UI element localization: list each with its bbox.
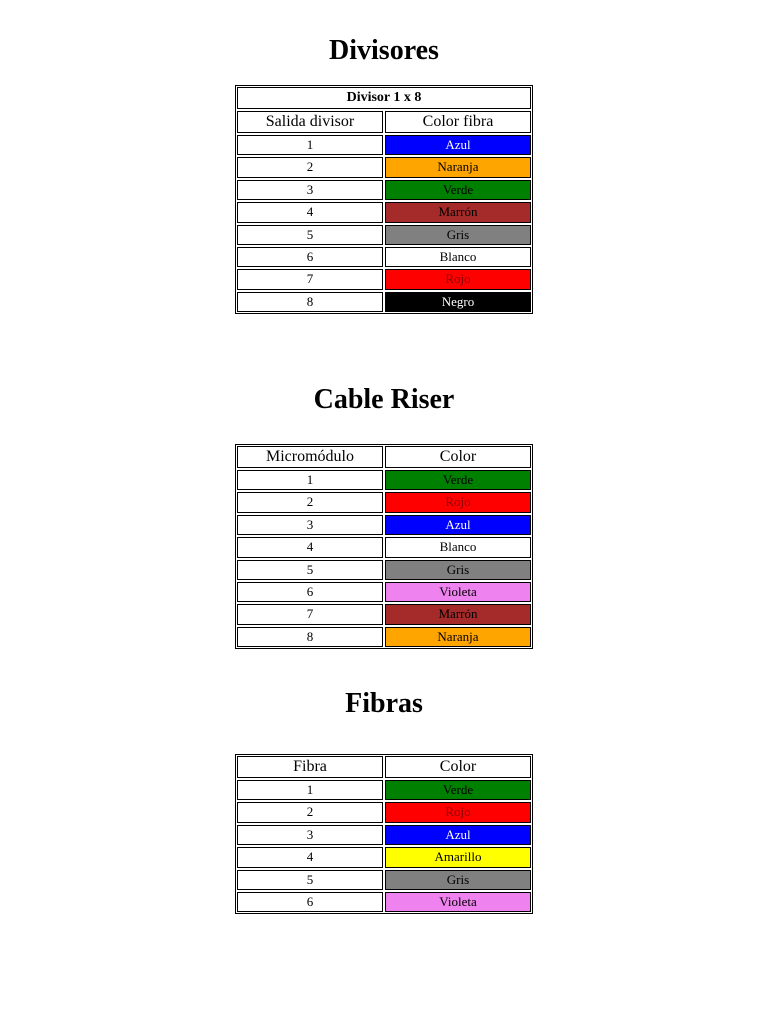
column-header-micromodule: Micromódulo <box>237 446 383 468</box>
table-row <box>237 247 531 267</box>
table-caption-row <box>237 87 531 109</box>
column-header-color: Color <box>385 446 531 468</box>
table-row <box>237 604 531 624</box>
number-cell: 2 <box>237 802 383 822</box>
color-cell: Gris <box>385 225 531 245</box>
number-cell: 4 <box>237 847 383 867</box>
table-row <box>237 802 531 822</box>
number-cell: 6 <box>237 247 383 267</box>
number-cell: 8 <box>237 627 383 647</box>
table-row <box>237 780 531 800</box>
table-header-row <box>237 446 531 468</box>
divisores-table <box>235 85 533 314</box>
number-cell: 3 <box>237 825 383 845</box>
color-cell: Gris <box>385 870 531 890</box>
number-cell: 7 <box>237 269 383 289</box>
table-row <box>237 870 531 890</box>
table-row <box>237 582 531 602</box>
table-row <box>237 515 531 535</box>
color-cell: Negro <box>385 292 531 312</box>
color-cell: Azul <box>385 135 531 155</box>
number-cell: 3 <box>237 515 383 535</box>
color-cell: Amarillo <box>385 847 531 867</box>
color-cell: Rojo <box>385 802 531 822</box>
color-cell: Marrón <box>385 202 531 222</box>
table-row <box>237 225 531 245</box>
number-cell: 8 <box>237 292 383 312</box>
table-row <box>237 470 531 490</box>
table-row <box>237 135 531 155</box>
section-title-divisores: Divisores <box>329 35 439 66</box>
color-cell: Rojo <box>385 492 531 512</box>
table-row <box>237 847 531 867</box>
color-cell: Verde <box>385 470 531 490</box>
fibras-table <box>235 754 533 914</box>
table-row <box>237 269 531 289</box>
color-cell: Gris <box>385 560 531 580</box>
column-header-color: Color <box>385 756 531 778</box>
section-title-fibras: Fibras <box>345 688 423 719</box>
table-row <box>237 892 531 912</box>
number-cell: 1 <box>237 780 383 800</box>
table-row <box>237 825 531 845</box>
table-row <box>237 627 531 647</box>
number-cell: 7 <box>237 604 383 624</box>
column-header-output: Salida divisor <box>237 111 383 133</box>
table-row <box>237 537 531 557</box>
number-cell: 1 <box>237 470 383 490</box>
color-cell: Naranja <box>385 157 531 177</box>
number-cell: 5 <box>237 560 383 580</box>
number-cell: 6 <box>237 582 383 602</box>
color-cell: Azul <box>385 825 531 845</box>
color-cell: Verde <box>385 180 531 200</box>
color-cell: Violeta <box>385 582 531 602</box>
color-cell: Rojo <box>385 269 531 289</box>
column-header-fiber: Fibra <box>237 756 383 778</box>
table-row <box>237 202 531 222</box>
table-row <box>237 560 531 580</box>
section-title-cable-riser: Cable Riser <box>313 384 455 415</box>
table-header-row <box>237 756 531 778</box>
color-cell: Blanco <box>385 537 531 557</box>
number-cell: 5 <box>237 870 383 890</box>
table-caption: Divisor 1 x 8 <box>237 87 531 109</box>
color-cell: Verde <box>385 780 531 800</box>
number-cell: 4 <box>237 537 383 557</box>
number-cell: 3 <box>237 180 383 200</box>
cable-riser-table <box>235 444 533 649</box>
color-cell: Naranja <box>385 627 531 647</box>
table-row <box>237 492 531 512</box>
color-cell: Violeta <box>385 892 531 912</box>
number-cell: 4 <box>237 202 383 222</box>
number-cell: 1 <box>237 135 383 155</box>
color-cell: Marrón <box>385 604 531 624</box>
number-cell: 6 <box>237 892 383 912</box>
column-header-color: Color fibra <box>385 111 531 133</box>
color-cell: Blanco <box>385 247 531 267</box>
table-header-row <box>237 111 531 133</box>
table-row <box>237 157 531 177</box>
number-cell: 5 <box>237 225 383 245</box>
number-cell: 2 <box>237 492 383 512</box>
color-cell: Azul <box>385 515 531 535</box>
table-row <box>237 180 531 200</box>
number-cell: 2 <box>237 157 383 177</box>
table-row <box>237 292 531 312</box>
